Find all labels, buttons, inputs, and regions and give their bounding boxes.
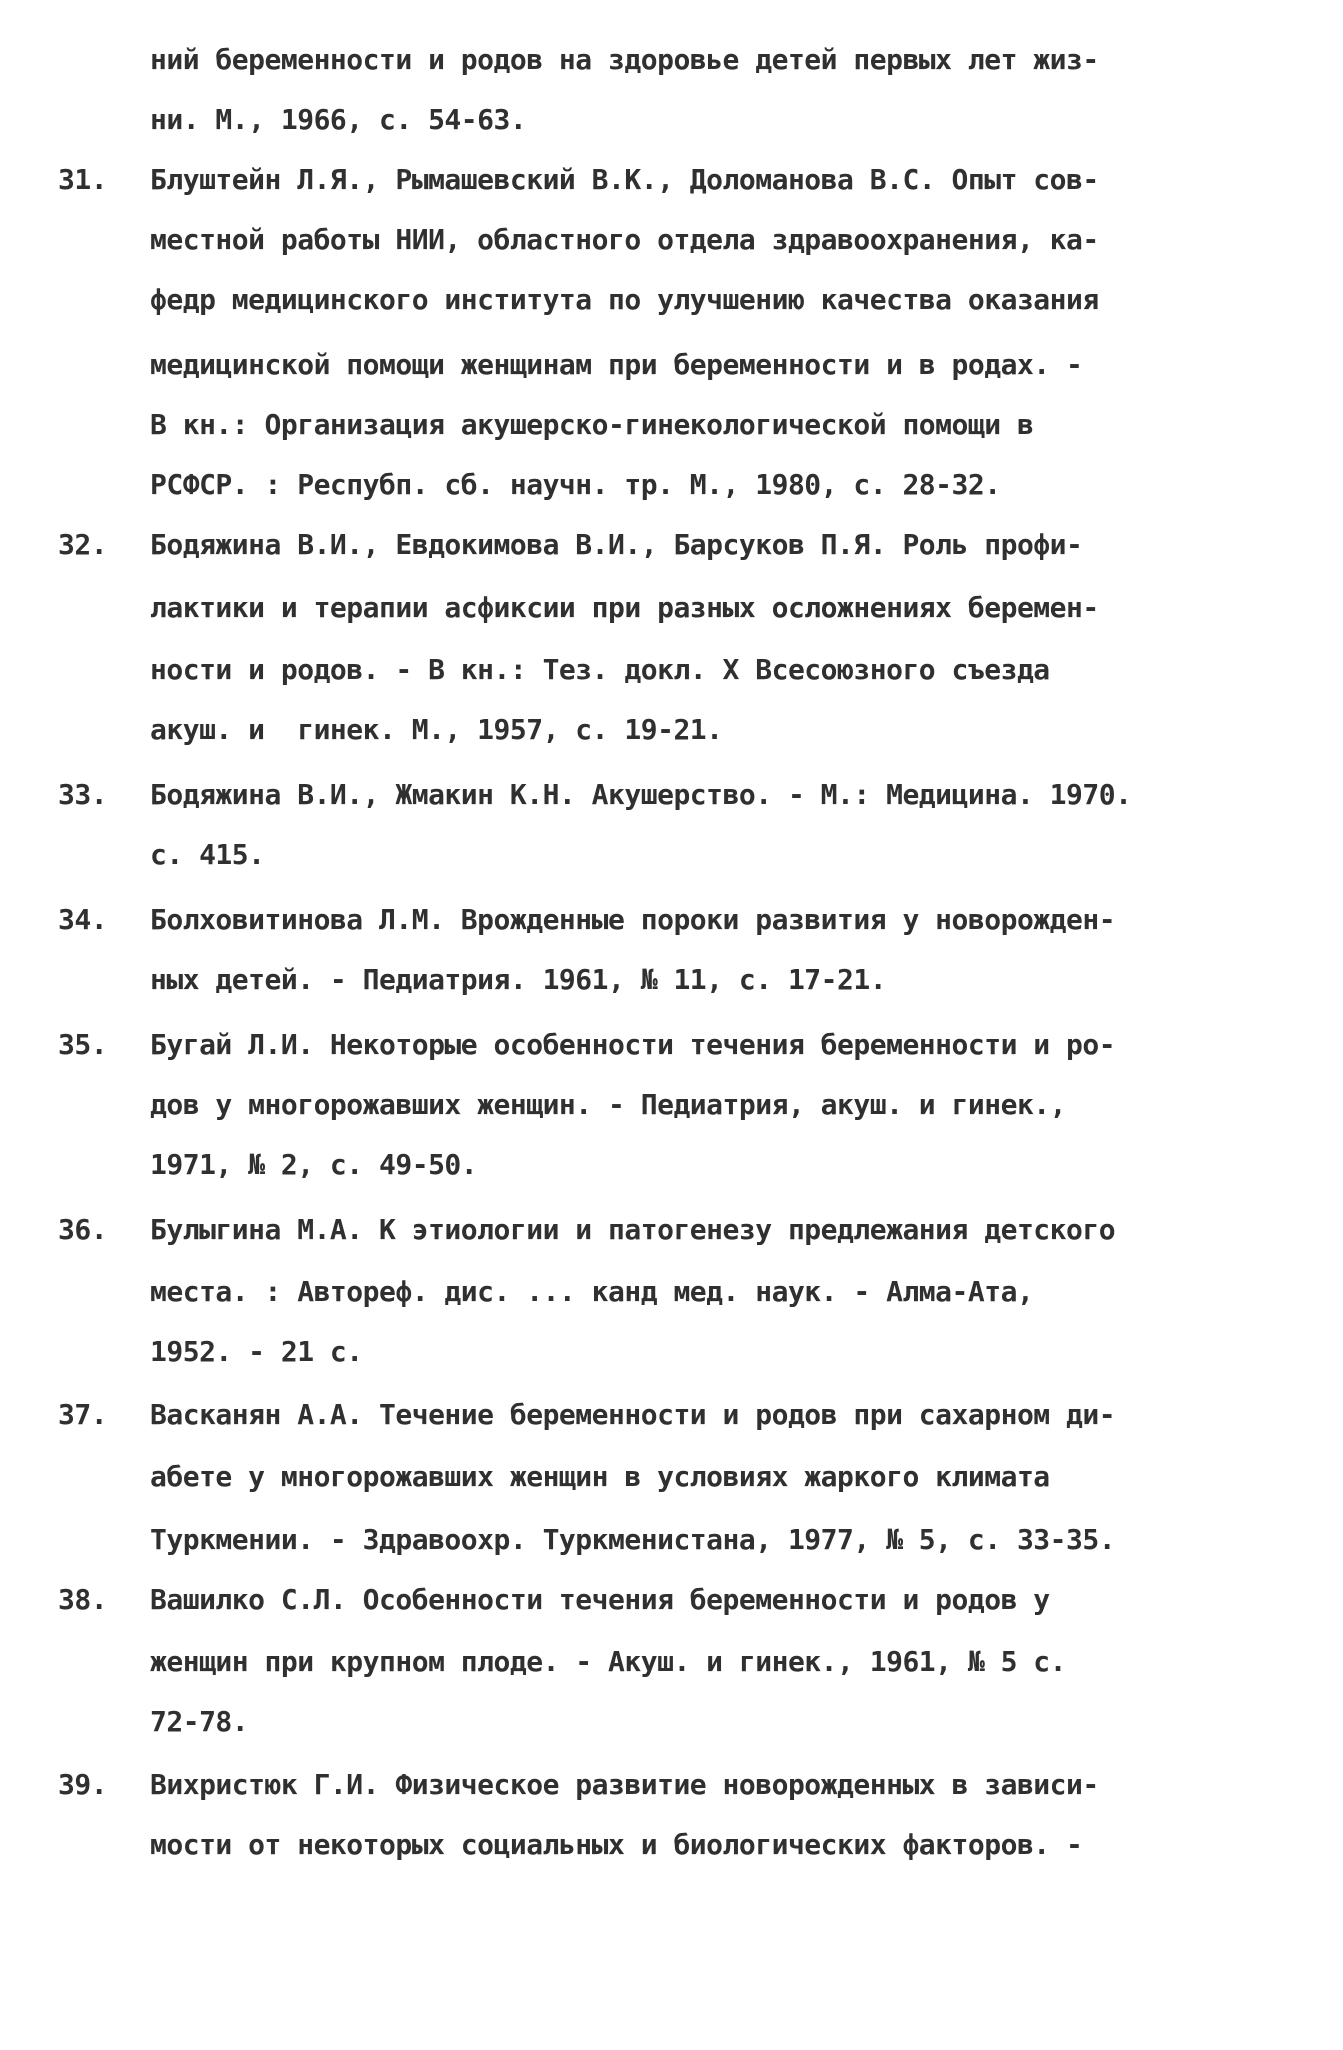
reference-text: Вашилко С.Л. Особенности течения беременности и родов у bbox=[150, 1583, 1050, 1616]
reference-text: Васканян А.А. Течение беременности и родов при сахарном ди- bbox=[150, 1398, 1116, 1431]
reference-number: 38. bbox=[58, 1583, 108, 1616]
reference-text: Болховитинова Л.М. Врожденные пороки развития у новорожден- bbox=[150, 903, 1116, 936]
reference-text: Бодяжина В.И., Евдокимова В.И., Барсуков П.Я. Роль профи- bbox=[150, 528, 1083, 561]
reference-text: ных детей. - Педиатрия. 1961, № 11, с. 17-21. bbox=[150, 963, 887, 996]
reference-text: Бодяжина В.И., Жмакин К.Н. Акушерство. - М.: Медицина. 1970. bbox=[150, 778, 1132, 811]
reference-text: ний беременности и родов на здоровье детей первых лет жиз- bbox=[150, 43, 1099, 76]
reference-text: ности и родов. - В кн.: Тез. докл. Х Всесоюзного съезда bbox=[150, 653, 1050, 686]
reference-number: 36. bbox=[58, 1213, 108, 1246]
reference-text: 72-78. bbox=[150, 1705, 249, 1738]
reference-number: 31. bbox=[58, 163, 108, 196]
reference-text: Бугай Л.И. Некоторые особенности течения беременности и ро- bbox=[150, 1028, 1116, 1061]
reference-text: Туркмении. - Здравоохр. Туркменистана, 1977, № 5, с. 33-35. bbox=[150, 1523, 1116, 1556]
reference-number: 34. bbox=[58, 903, 108, 936]
reference-text: Булыгина М.А. К этиологии и патогенезу предлежания детского bbox=[150, 1213, 1116, 1246]
reference-text: РСФСР. : Респубп. сб. научн. тр. М., 1980, с. 28-32. bbox=[150, 468, 1001, 501]
reference-text: Вихристюк Г.И. Физическое развитие новорожденных в зависи- bbox=[150, 1768, 1099, 1801]
reference-number: 35. bbox=[58, 1028, 108, 1061]
reference-text: лактики и терапии асфиксии при разных осложнениях беремен- bbox=[150, 591, 1099, 624]
reference-text: медицинской помощи женщинам при беременности и в родах. - bbox=[150, 348, 1083, 381]
reference-number: 33. bbox=[58, 778, 108, 811]
reference-number: 37. bbox=[58, 1398, 108, 1431]
reference-text: ни. М., 1966, с. 54-63. bbox=[150, 103, 527, 136]
reference-text: с. 415. bbox=[150, 838, 265, 871]
reference-number: 39. bbox=[58, 1768, 108, 1801]
reference-text: места. : Автореф. дис. ... канд мед. наук. - Алма-Ата, bbox=[150, 1275, 1034, 1308]
reference-text: мости от некоторых социальных и биологических факторов. - bbox=[150, 1828, 1083, 1861]
reference-text: абете у многорожавших женщин в условиях жаркого климата bbox=[150, 1460, 1050, 1493]
reference-text: 1971, № 2, с. 49-50. bbox=[150, 1148, 478, 1181]
reference-text: местной работы НИИ, областного отдела здравоохранения, ка- bbox=[150, 223, 1099, 256]
reference-text: В кн.: Организация акушерско-гинекологической помощи в bbox=[150, 408, 1034, 441]
reference-text: Блуштейн Л.Я., Рымашевский В.К., Доломанова В.С. Опыт сов- bbox=[150, 163, 1099, 196]
reference-text: федр медицинского института по улучшению качества оказания bbox=[150, 283, 1099, 316]
reference-text: 1952. - 21 с. bbox=[150, 1335, 363, 1368]
reference-text: дов у многорожавших женщин. - Педиатрия, акуш. и гинек., bbox=[150, 1088, 1067, 1121]
reference-number: 32. bbox=[58, 528, 108, 561]
reference-text: женщин при крупном плоде. - Акуш. и гинек., 1961, № 5 с. bbox=[150, 1645, 1067, 1678]
reference-text: акуш. и гинек. М., 1957, с. 19-21. bbox=[150, 713, 723, 746]
